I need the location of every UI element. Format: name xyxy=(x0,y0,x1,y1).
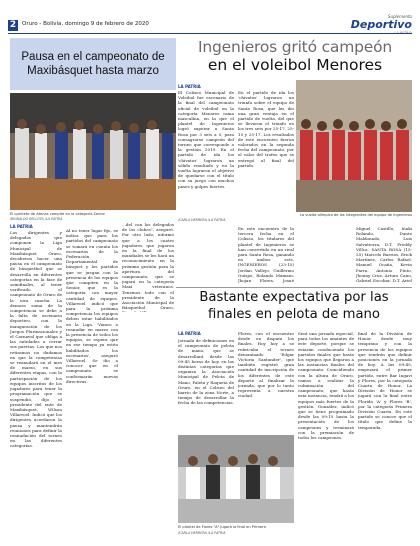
article-column xyxy=(178,226,234,284)
header-rule xyxy=(8,33,412,34)
article-headline-maxibasquet xyxy=(10,38,176,90)
headline-line-1: Bastante expectativa por las xyxy=(199,290,389,305)
supplement-masthead xyxy=(351,14,412,35)
photo-caption: La vuelta olímpica de los integrantes del equipo de Ingenieros xyxy=(299,213,412,217)
page-number: 2 xyxy=(9,20,17,30)
article-column: Será una jornada especial, para todos los amantes de este deporte, porque se estarán conduciendo los partidos finales que hasta los equipos que llegaron a las instancias finales del campeonato. Coincidiendo con la altura de Oruro, vamos a realizar la culminación del campeonato, que hasta esta instancia, tendrá a los equipos más fuertes de la gestión. González, indicó que se tiene programado desde las 09:15 hasta la presentación de los campeones y terminará con la premiación de todos los campeones. xyxy=(298,331,354,441)
section-rule xyxy=(176,287,412,288)
photo-caption: El quinteto de Atenas compite en la categoría Senior xyxy=(10,212,105,216)
headline-line-2: en el voleibol Menores xyxy=(207,56,383,74)
supplement-name: Deportivo xyxy=(350,18,412,31)
article-kicker: LA PATRIA xyxy=(10,224,33,229)
photo-credit: /CARLA HERRERA /LA PATRIA xyxy=(178,531,226,535)
article-column: En este encuentro de la tercera fecha en el Coliseo, los titulares del plantel de Ingenieros se han convertido en un rival para Santa Rosa, ganando en ambos sets. INGENIEROS (23-15) Jordan Vallejo, Guillermo Quispe, Rolando Mamani, Jhojan Flores, Josué xyxy=(238,226,294,284)
article-kicker: LA PATRIA xyxy=(178,331,201,336)
article-column: ...del con los delegados de los clubes", aseguró. Por otro lado, informó que a los cuatro jugadores que jugaron en la final de los mundiales se les hará un reconocimiento en la próxima gestión para la apertura del campeonato, que se jugará en la categoría Maxi veteranos. Tenemos todo con el presidente de la Asociación Municipal de Básquetbol Oruro, xyxy=(122,222,174,311)
article-column: final de la División de Honor desde muy temprano y con la presencia de los equipos que tendrán que definir posiciones en la jornada de hoy. A las 09:45, empezará el primer partido, entre Bar Ingavi y Flores, por la categoría Cuarta de Honor. La División de Honor se jugará con la final entre Florida 'A' y Flores 'B', por la categoría Primera División Cuarta. En este partido se conoce que el título que define la temporada. xyxy=(358,331,412,430)
headline-line-1: Ingenieros gritó campeón xyxy=(198,38,392,56)
supplement-kicker: Suplemento xyxy=(387,14,412,19)
headline-line-2: finales en pelota de mano xyxy=(208,307,380,322)
photo-caption: El plantel de Flores "A" jugará la final en Primera xyxy=(178,525,266,529)
article-headline-voleibol xyxy=(178,38,412,78)
article-kicker: LA PATRIA xyxy=(178,84,201,89)
dateline: Oruro - Bolivia, domingo 9 de febrero de 2020 xyxy=(22,21,149,27)
article-column: Flores, con el encuentro desde en disputa los finales. Hoy hoy a se rubricaba el torneo denominado 'Edgar Victoria Santander', que también registró gran cantidad de inscripción de los diferentes de este deporte al finalizar la jornada, que por lo tanto representa a nuestra ciudad. xyxy=(238,331,294,399)
article-column: En el partido de ida los 'chivatos' lograron un triunfo sobre el equipo de Santa Rosa, que les dio una gran ventaja en el partido de vuelta, del que se llevaron el triunfo en los tres sets por 25-17, 25-15 y 25-17. Los resultados de este encuentro fueron valorados en la segunda fecha del campeonato, por el valor del trofeo que se entregó al final del partido. xyxy=(238,90,294,168)
headline-text: Pausa en el campeonato de Maxibásquet hasta marzo xyxy=(21,51,165,77)
article-column: Al no tener lugar fijo, se indica que para los partidos del campeonato se tomará en cuenta los escenarios de la Federación Departamental de básquet y los partidos que se juegan con la presencia de los equipos que compiten en la Senior, que es la categoría con mayor cantidad de equipos. Villarroel indicó que para la próxima competencia los equipos deben estar habilitados en la Liga. 'Vamos a reanudar en marzo con la presencia de todos los equipos, se espera que en ese tiempo ya estén habilitados los escenarios', aseguró Villarroel. Se dio a conocer que en el campeonato se conformarán nuevas directivas. xyxy=(66,228,118,384)
photo-credit: /REINALDO BELLOTA /LA PATRIA xyxy=(10,217,63,221)
photo-pelota xyxy=(178,435,294,523)
page-header xyxy=(0,0,420,34)
photo-voleibol xyxy=(296,80,412,212)
photo-maxibasquet xyxy=(10,93,176,210)
article-column: Los dirigentes y delegados que componen la Liga Municipal de Maxibásquet Oruro, decidieron hacer una pausa en el campeonato de básquetbol que se desarrolla en diferentes categorías en la fase de semifinales, al tener verificado el campeonato de Oruro de la otra cancha. La demora suma de la competencia se debe a la falta de escenario deportivo, con la inauguración de los Juegos Plurinacionales y el Carnaval que obliga a las entidades a cerrar sus puertas. Los que nos retiramos no dudamos en que la competencia se reanudará en el mes de marzo, en sus diferentes etapas, con la participación de los equipos inscritos de los jugadores para tener la programación que se suspendió, dijo el presidente del ente de Maxibásquet, Wilson Villarroel. Indicó que los dirigentes acordaron la pausa y mantendrán reuniones para definir la reanudación del torneo en las diferentes categorías. xyxy=(10,230,62,449)
article-column: El Coliseo Municipal de Voleibol fue escenario de la final del campeonato oficial de voleibol en la categoría Menores rama masculina, en la que el plantel de Ingenieros logró superar a Santa Rosa por 3 sets a 0, para consagrarse campeón del torneo que corresponde a la gestión 2019. En el partido de ida los 'chivatos' lograron un sólido resultado y en la vuelta lograron el objetivo de quedarse con el título con su juego con muchos pases y golpes fuertes. xyxy=(178,90,234,189)
photo-credit: /CARLA HERRERA /LA PATRIA xyxy=(178,218,226,222)
article-column: Jornada de definiciones en el campeonato de pelota de mano, que se desarrollará desde las 09:45 horas de hoy, en las distintas categorías que organiza la Asociación Municipal de Pelota de Mano, Paleta y Raqueta de Oruro, en el Coliseo del barrio de la zona Norte, a tiempo de desarrollar la fecha de las competencias. xyxy=(178,338,234,406)
article-column: Miguel Castillo, Iñaki Rolando, Dante Maldonado, Luis Salvatierra, D.T. Freddy Villca. SANTA ROSA (15-25) Marcelo Barrios, Erick Martínez, Carlos Rafael, Manuel Ocaña, Kevin Parra, Antonio Pinto, Jhonny Cruz, Arturo Cano, Gabriel Escobar, D.T. Ariel xyxy=(356,226,412,284)
article-headline-pelota xyxy=(176,289,412,327)
